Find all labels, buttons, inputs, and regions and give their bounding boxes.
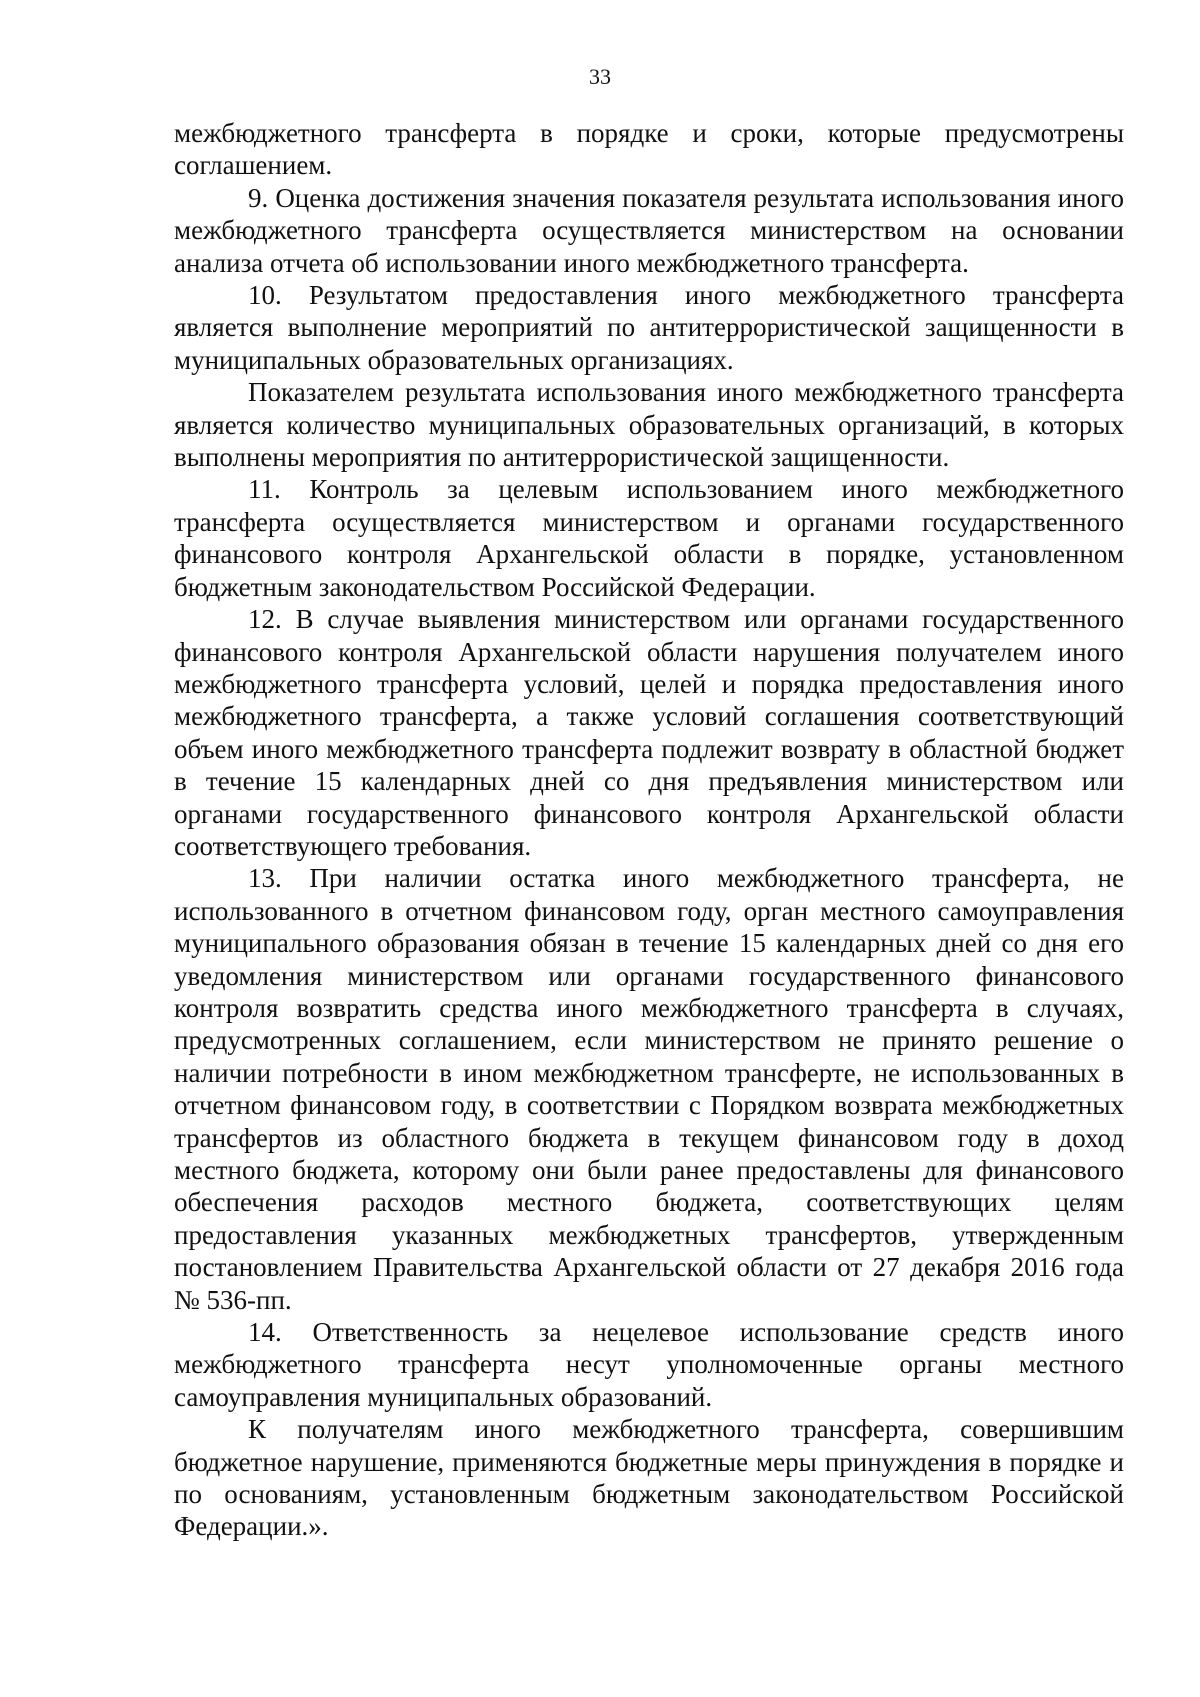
document-body — [174, 117, 1124, 1543]
paragraph-item-13: 13. При наличии остатка иного межбюджетного трансферта, не использованного в отчетном финансовом году, орган местного самоуправления муниципального образования обязан в течение 15 календарных дней со дня его уведомления министерством или органами государственного финансового контроля возвратить средства иного межбюджетного трансферта в случаях, предусмотренных соглашением, если министерством не принято решение о наличии потребности в ином межбюджетном трансферте, не использованных в отчетном финансовом году, в соответствии с Порядком возврата межбюджетных трансфертов из областного бюджета в текущем финансовом году в доход местного бюджета, которому они были ранее предоставлены для финансового обеспечения расходов местного бюджета, соответствующих целям предоставления указанных межбюджетных трансфертов, утвержденным постановлением Правительства Архангельской области от 27 декабря 2016 года № 536-пп. — [174, 863, 1124, 1315]
paragraph-budget-measures: К получателям иного межбюджетного трансферта, совершившим бюджетное нарушение, применяются бюджетные меры принуждения в порядке и по основаниям, установленным бюджетным законодательством Российской Федерации.». — [174, 1414, 1124, 1542]
paragraph-item-12: 12. В случае выявления министерством или органами государственного финансового контроля Архангельской области нарушения получателем иного межбюджетного трансферта условий, целей и порядка предоставления иного межбюджетного трансферта, а также условий соглашения соответствующий объем иного межбюджетного трансферта подлежит возврату в областной бюджет в течение 15 календарных дней со дня предъявления министерством или органами государственного финансового контроля Архангельской области соответствующего требования. — [174, 604, 1124, 861]
paragraph-item-14: 14. Ответственность за нецелевое использование средств иного межбюджетного трансферта несут уполномоченные органы местного самоуправления муниципальных образований. — [174, 1317, 1124, 1412]
paragraph-item-9: 9. Оценка достижения значения показателя результата использования иного межбюджетного трансферта осуществляется министерством на основании анализа отчета об использовании иного межбюджетного трансферта. — [174, 182, 1124, 278]
page-number: 33 — [589, 64, 611, 89]
paragraph-item-10: 10. Результатом предоставления иного межбюджетного трансферта является выполнение мероприятий по антитеррористической защищенности в муниципальных образовательных организациях. — [174, 280, 1124, 375]
paragraph-item-11: 11. Контроль за целевым использованием иного межбюджетного трансферта осуществляется министерством и органами государственного финансового контроля Архангельской области в порядке, установленном бюджетным законодательством Российской Федерации. — [174, 474, 1124, 602]
paragraph-continuation: межбюджетного трансферта в порядке и сроки, которые предусмотрены соглашением. — [174, 118, 1124, 181]
paragraph-result-indicator: Показателем результата использования иного межбюджетного трансферта является количество муниципальных образовательных организаций, в которых выполнены мероприятия по антитеррористической защищенности. — [174, 377, 1124, 473]
